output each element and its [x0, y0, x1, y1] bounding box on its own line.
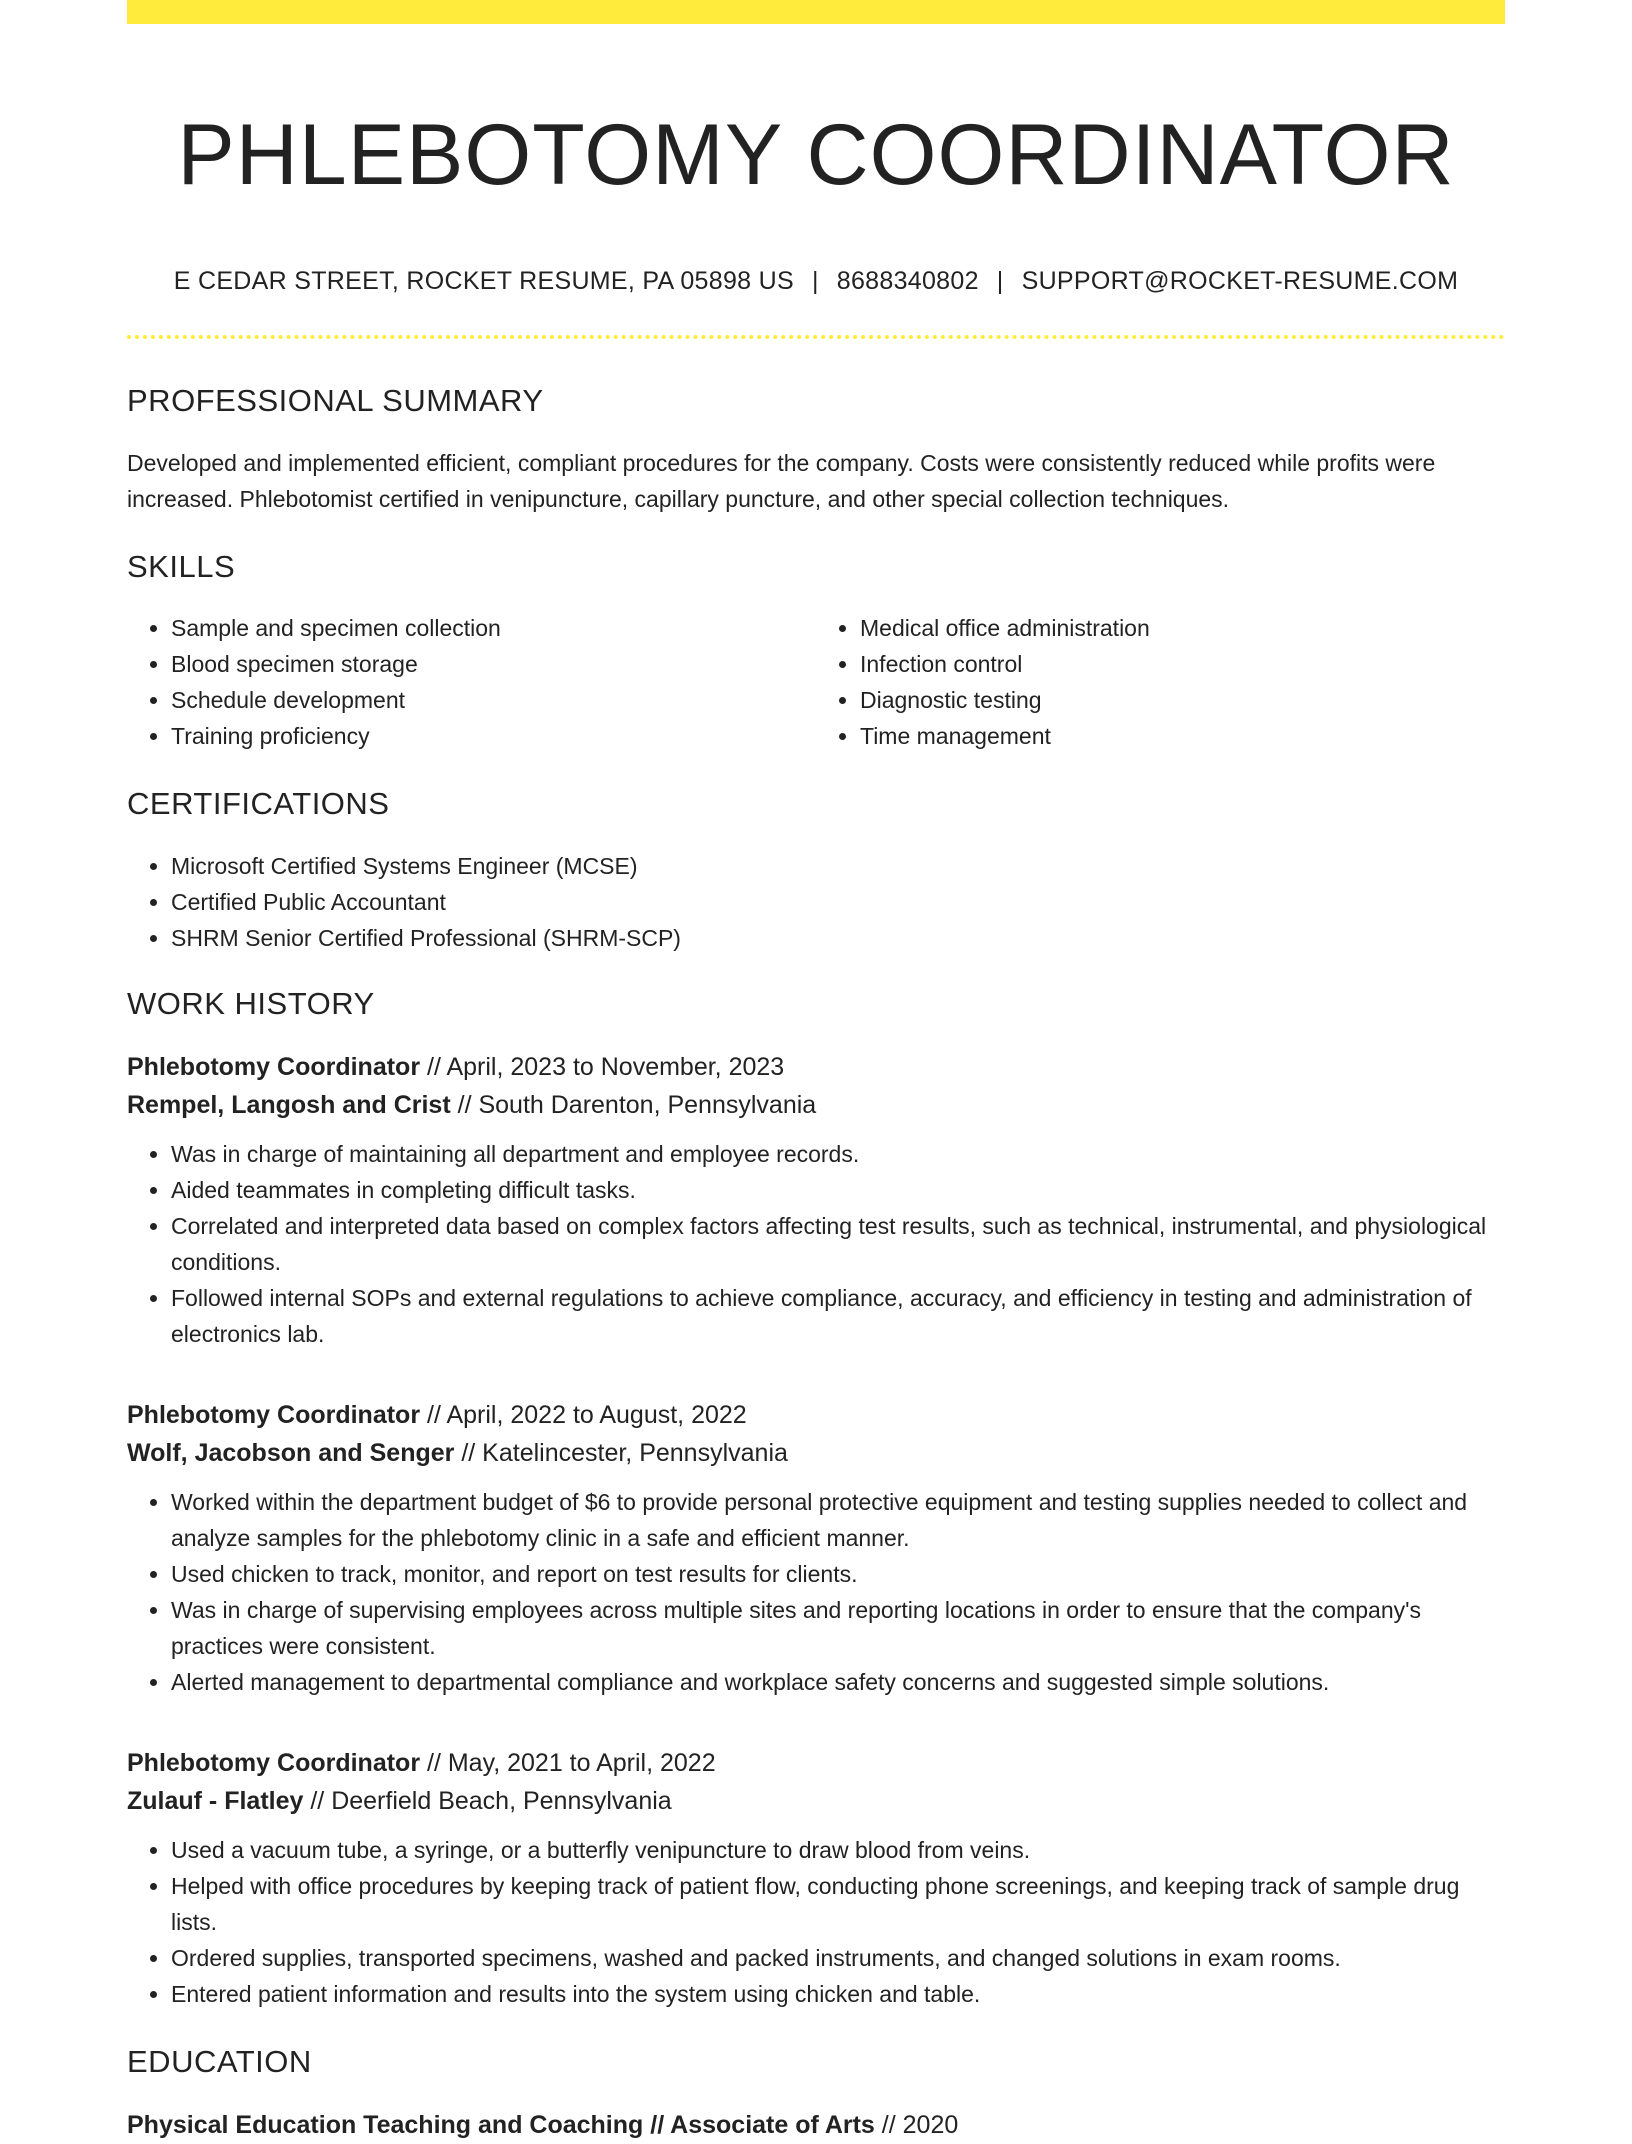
job-bullets — [127, 1484, 1505, 1700]
job-company-line — [127, 1086, 1505, 1124]
certification-item: • SHRM Senior Certified Professional (SHRM-SCP) — [171, 920, 1505, 956]
skill-item: • Medical office administration — [860, 610, 1505, 646]
job-bullet: • Was in charge of supervising employees across multiple sites and reporting locations in order to ensure that the company's practices were consistent. — [171, 1592, 1505, 1664]
job-role: Phlebotomy Coordinator — [127, 1053, 421, 1081]
job-location: // Katelincester, Pennsylvania — [461, 1439, 788, 1467]
resume-page — [127, 0, 1505, 2144]
certification-item: • Certified Public Accountant — [171, 884, 1505, 920]
job-role-line — [127, 1048, 1505, 1086]
certifications-list — [127, 848, 1505, 956]
job-bullet: • Correlated and interpreted data based on complex factors affecting test results, such as technical, instrumental, and physiological conditions. — [171, 1208, 1505, 1280]
job-bullet: • Used chicken to track, monitor, and report on test results for clients. — [171, 1556, 1505, 1592]
job-role-line — [127, 1744, 1505, 1782]
work-history-heading: WORK HISTORY — [127, 986, 375, 1021]
job-bullets — [127, 1136, 1505, 1352]
education-degree: Physical Education Teaching and Coaching // Associate of Arts — [127, 2111, 875, 2139]
skill-item: • Training proficiency — [171, 718, 816, 754]
job-bullet: • Helped with office procedures by keeping track of patient flow, conducting phone screenings, and keeping track of sample drug lists. — [171, 1868, 1505, 1940]
skills-grid — [127, 610, 1505, 754]
skill-item: • Diagnostic testing — [860, 682, 1505, 718]
skills-heading: SKILLS — [127, 549, 236, 584]
job-dates: // April, 2022 to August, 2022 — [427, 1401, 747, 1429]
job-dates: // May, 2021 to April, 2022 — [427, 1749, 716, 1777]
job-bullet: • Aided teammates in completing difficult tasks. — [171, 1172, 1505, 1208]
skill-item: • Infection control — [860, 646, 1505, 682]
job-company-line — [127, 1782, 1505, 1820]
phone-number: 8688340802 — [836, 267, 979, 295]
job-bullet: • Worked within the department budget of $6 to provide personal protective equipment and testing supplies needed to collect and analyze samples for the phlebotomy clinic in a safe and efficient manner. — [171, 1484, 1505, 1556]
skill-item: • Sample and specimen collection — [171, 610, 816, 646]
job-bullet: • Entered patient information and results into the system using chicken and table. — [171, 1976, 1505, 2012]
job-bullet: • Ordered supplies, transported specimens, washed and packed instruments, and changed solutions in exam rooms. — [171, 1940, 1505, 1976]
education-year: // 2020 — [881, 2111, 959, 2139]
resume-title: PHLEBOTOMY COORDINATOR — [177, 107, 1455, 203]
job-role: Phlebotomy Coordinator — [127, 1749, 421, 1777]
address: E CEDAR STREET, ROCKET RESUME, PA 05898 US — [173, 267, 794, 295]
skill-item: • Schedule development — [171, 682, 816, 718]
job-company: Wolf, Jacobson and Senger — [127, 1439, 455, 1467]
job-location: // Deerfield Beach, Pennsylvania — [310, 1787, 672, 1815]
skill-item: • Blood specimen storage — [171, 646, 816, 682]
job-bullet: • Was in charge of maintaining all department and employee records. — [171, 1136, 1505, 1172]
summary-heading: PROFESSIONAL SUMMARY — [127, 383, 544, 418]
accent-top-bar — [127, 0, 1505, 24]
job-bullet: • Followed internal SOPs and external regulations to achieve compliance, accuracy, and efficiency in testing and administration of electronics lab. — [171, 1280, 1505, 1352]
job-bullet: • Used a vacuum tube, a syringe, or a butterfly venipuncture to draw blood from veins. — [171, 1832, 1505, 1868]
job-entry — [127, 1048, 1505, 1352]
contact-separator: | — [996, 267, 1004, 295]
summary-text: Developed and implemented efficient, compliant procedures for the company. Costs were consistently reduced while profits were increased. Phlebotomist certified in venipuncture, capillary puncture, and other special collection techniques. — [127, 450, 1436, 512]
job-role-line — [127, 1396, 1505, 1434]
contact-separator: | — [811, 267, 819, 295]
skills-left-list — [127, 610, 816, 754]
job-entry — [127, 1396, 1505, 1700]
job-bullet: • Alerted management to departmental compliance and workplace safety concerns and suggested simple solutions. — [171, 1664, 1505, 1700]
certification-item: • Microsoft Certified Systems Engineer (MCSE) — [171, 848, 1505, 884]
job-location: // South Darenton, Pennsylvania — [457, 1091, 817, 1119]
dotted-divider — [127, 335, 1505, 339]
education-heading: EDUCATION — [127, 2044, 312, 2079]
contact-line — [127, 266, 1505, 296]
job-dates: // April, 2023 to November, 2023 — [427, 1053, 785, 1081]
skills-right-list — [816, 610, 1505, 754]
job-bullets — [127, 1832, 1505, 2012]
skill-item: • Time management — [860, 718, 1505, 754]
job-company: Zulauf - Flatley — [127, 1787, 304, 1815]
certifications-heading: CERTIFICATIONS — [127, 786, 390, 821]
email-address: SUPPORT@ROCKET-RESUME.COM — [1021, 267, 1459, 295]
job-role: Phlebotomy Coordinator — [127, 1401, 421, 1429]
job-company-line — [127, 1434, 1505, 1472]
job-entry — [127, 1744, 1505, 2012]
job-company: Rempel, Langosh and Crist — [127, 1091, 451, 1119]
